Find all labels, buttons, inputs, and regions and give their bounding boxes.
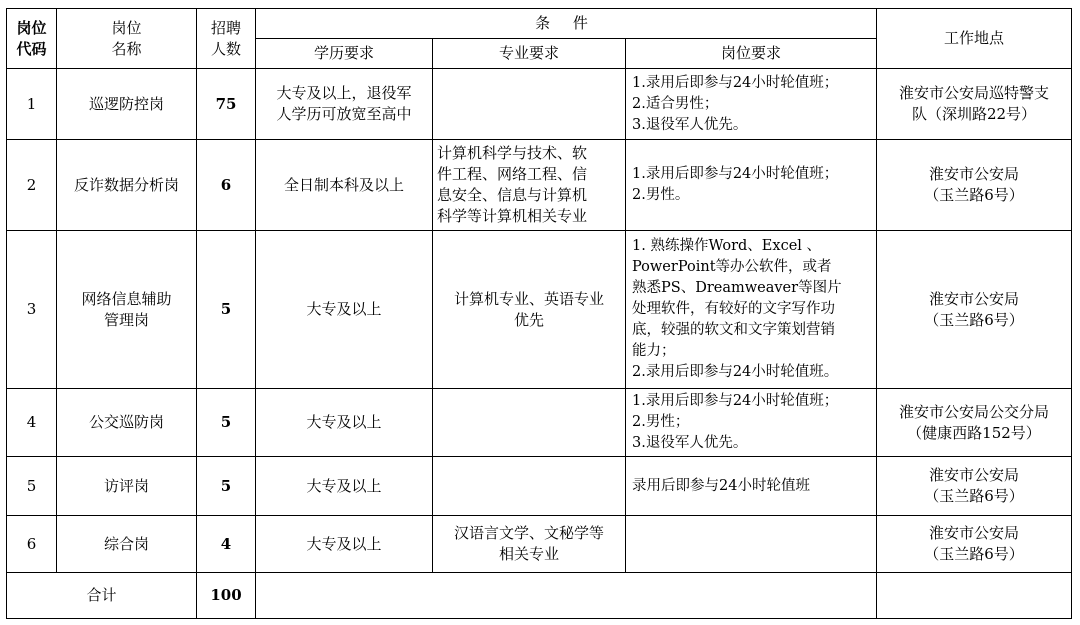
row-code: 3 — [7, 231, 57, 389]
header-position-req: 岗位要求 — [626, 39, 877, 69]
total-row — [7, 573, 1072, 619]
row-count: 6 — [197, 140, 256, 231]
row-education: 全日制本科及以上 — [256, 140, 433, 231]
row-code: 4 — [7, 389, 57, 457]
row-major — [433, 457, 626, 516]
row-code: 5 — [7, 457, 57, 516]
row-requirements: 1.录用后即参与24小时轮值班； 2.适合男性； 3.退役军人优先。 — [626, 69, 877, 140]
row-requirements: 1.录用后即参与24小时轮值班； 2.男性； 3.退役军人优先。 — [626, 389, 877, 457]
row-education: 大专及以上，退役军 人学历可放宽至高中 — [256, 69, 433, 140]
row-requirements: 1.录用后即参与24小时轮值班； 2.男性。 — [626, 140, 877, 231]
row-name: 反诈数据分析岗 — [57, 140, 197, 231]
table-row — [7, 516, 1072, 573]
row-code: 6 — [7, 516, 57, 573]
header-code: 岗位 代码 — [7, 9, 57, 69]
table-row — [7, 457, 1072, 516]
row-name: 访评岗 — [57, 457, 197, 516]
row-major — [433, 389, 626, 457]
row-count: 5 — [197, 389, 256, 457]
row-location: 淮安市公安局 （玉兰路6号） — [877, 457, 1072, 516]
total-empty — [256, 573, 877, 619]
row-requirements: 1. 熟练操作Word、Excel 、 PowerPoint等办公软件，或者 熟悉PS、Dreamweaver等图片 处理软件，有较好的文字写作功 底，较强的软文和文字策划营销 能力； 2.录用后即参与24小时轮值班。 — [626, 231, 877, 389]
row-education: 大专及以上 — [256, 389, 433, 457]
row-requirements: 录用后即参与24小时轮值班 — [626, 457, 877, 516]
row-name: 巡逻防控岗 — [57, 69, 197, 140]
table-row — [7, 231, 1072, 389]
table-row — [7, 389, 1072, 457]
row-major: 计算机专业、英语专业 优先 — [433, 231, 626, 389]
row-major: 汉语言文学、文秘学等 相关专业 — [433, 516, 626, 573]
header-major: 专业要求 — [433, 39, 626, 69]
row-location: 淮安市公安局 （玉兰路6号） — [877, 140, 1072, 231]
row-requirements — [626, 516, 877, 573]
row-count: 5 — [197, 457, 256, 516]
total-count: 100 — [197, 573, 256, 619]
row-name: 公交巡防岗 — [57, 389, 197, 457]
row-major: 计算机科学与技术、软 件工程、网络工程、信 息安全、信息与计算机 科学等计算机相关专业 — [433, 140, 626, 231]
row-location: 淮安市公安局巡特警支 队（深圳路22号） — [877, 69, 1072, 140]
row-location: 淮安市公安局 （玉兰路6号） — [877, 231, 1072, 389]
row-location: 淮安市公安局 （玉兰路6号） — [877, 516, 1072, 573]
row-location: 淮安市公安局公交分局 （健康西路152号） — [877, 389, 1072, 457]
row-name: 综合岗 — [57, 516, 197, 573]
header-name: 岗位 名称 — [57, 9, 197, 69]
header-conditions: 条 件 — [256, 9, 877, 39]
recruitment-table — [6, 8, 1072, 619]
row-education: 大专及以上 — [256, 231, 433, 389]
row-count: 5 — [197, 231, 256, 389]
recruitment-table-container — [6, 8, 1072, 619]
row-count: 4 — [197, 516, 256, 573]
row-code: 1 — [7, 69, 57, 140]
row-name: 网络信息辅助 管理岗 — [57, 231, 197, 389]
row-major — [433, 69, 626, 140]
total-location-empty — [877, 573, 1072, 619]
row-code: 2 — [7, 140, 57, 231]
total-label: 合计 — [7, 573, 197, 619]
header-education: 学历要求 — [256, 39, 433, 69]
row-education: 大专及以上 — [256, 516, 433, 573]
row-education: 大专及以上 — [256, 457, 433, 516]
header-location: 工作地点 — [877, 9, 1072, 69]
table-row — [7, 140, 1072, 231]
header-count: 招聘 人数 — [197, 9, 256, 69]
table-row — [7, 69, 1072, 140]
row-count: 75 — [197, 69, 256, 140]
